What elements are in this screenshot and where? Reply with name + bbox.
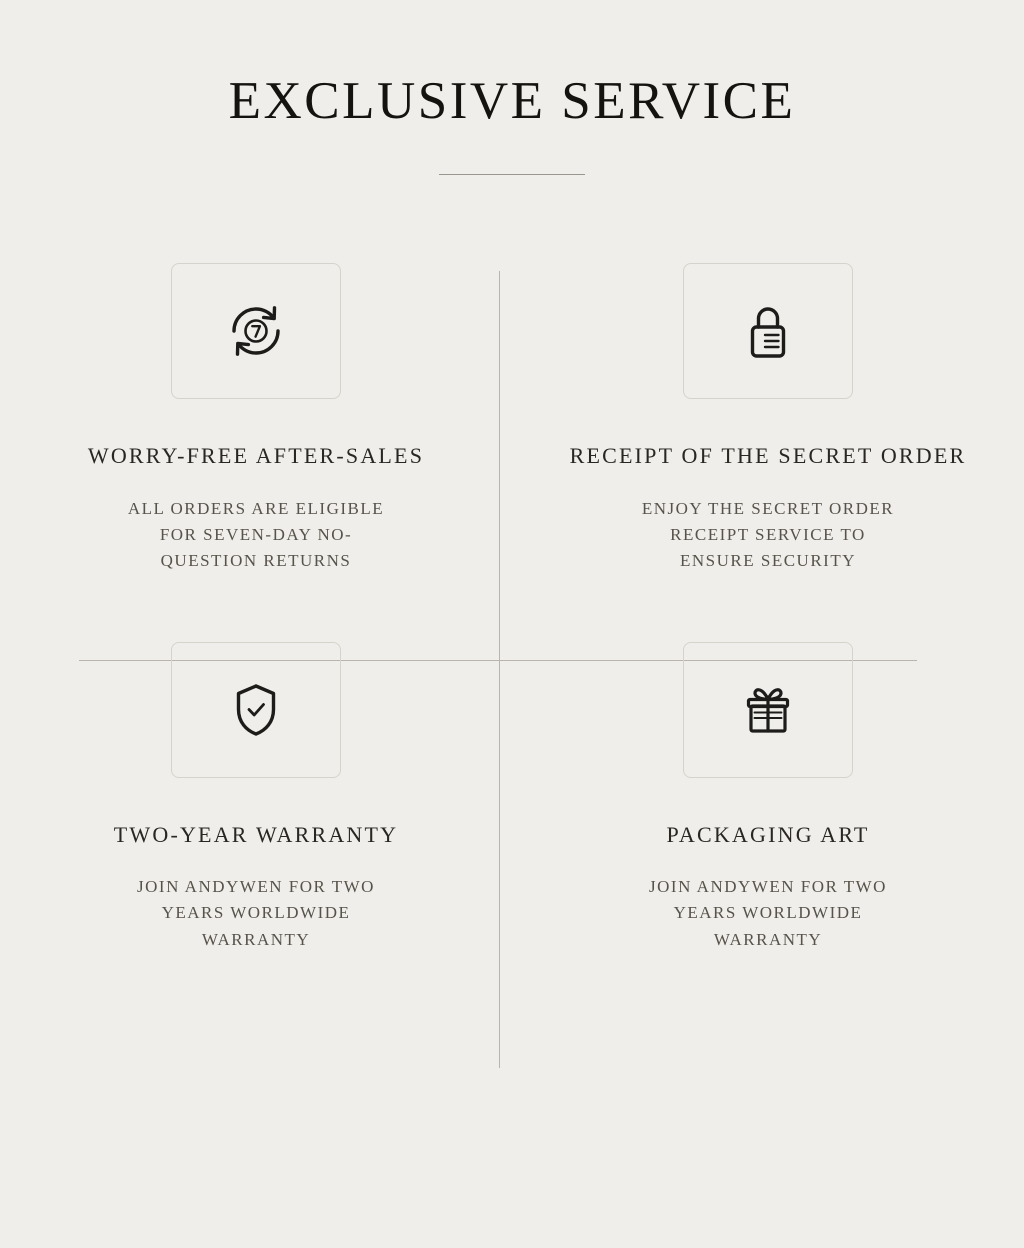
- feature-title: RECEIPT OF THE SECRET ORDER: [569, 443, 967, 469]
- icon-frame: [683, 263, 853, 399]
- feature-card-after-sales: [0, 263, 512, 574]
- feature-card-packaging: [512, 575, 1024, 953]
- feature-description: ALL ORDERS ARE ELIGIBLE FOR SEVEN-DAY NO-QUESTION RETURNS: [127, 498, 385, 571]
- feature-description: JOIN ANDYWEN FOR TWO YEARS WORLDWIDE WARRANTY: [649, 877, 887, 949]
- feature-description: ENJOY THE SECRET ORDER RECEIPT SERVICE TO ENSURE SECURITY: [641, 498, 895, 571]
- title-divider: [439, 174, 585, 175]
- icon-frame: [171, 642, 341, 778]
- feature-card-warranty: [0, 575, 512, 953]
- section-header: [0, 0, 1024, 175]
- feature-title: WORRY-FREE AFTER-SALES: [87, 443, 425, 469]
- feature-card-secret-order: [512, 263, 1024, 574]
- seven-day-return-icon: [219, 294, 293, 368]
- padlock-icon: [731, 294, 805, 368]
- feature-description: JOIN ANDYWEN FOR TWO YEARS WORLDWIDE WARRANTY: [137, 877, 375, 949]
- icon-frame: [683, 642, 853, 778]
- shield-check-icon: [219, 673, 293, 747]
- feature-title: TWO-YEAR WARRANTY: [113, 821, 399, 847]
- feature-title: PACKAGING ART: [666, 821, 870, 847]
- icon-frame: [171, 263, 341, 399]
- gift-box-icon: [731, 673, 805, 747]
- page-title: EXCLUSIVE SERVICE: [228, 72, 796, 130]
- features-grid: [0, 263, 1024, 953]
